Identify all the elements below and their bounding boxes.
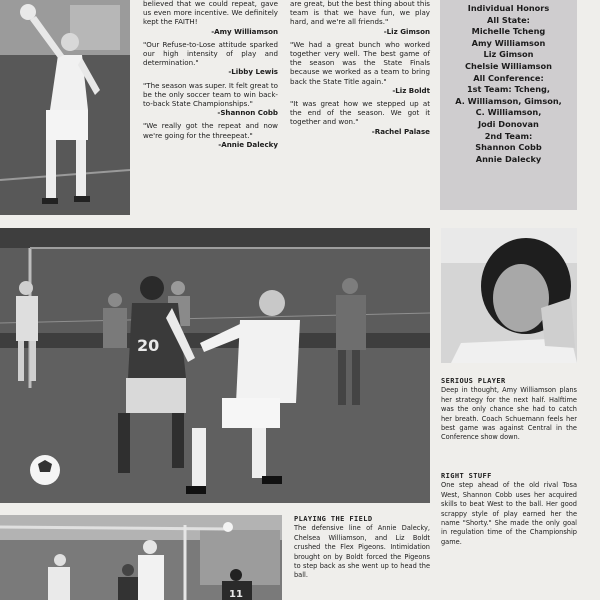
caption-serious-player — [441, 377, 577, 443]
caption-heading: SERIOUS PLAYER — [441, 377, 506, 385]
quote-author: -Annie Dalecky — [218, 139, 278, 149]
caption-body: The defensive line of Annie Dalecky, Chelsea Williamson, and Liz Boldt crushed the Flex Pigeons. Intimidation brought on by Boldt forced the Pigeons to step back as she went up to head the ball. — [294, 524, 430, 580]
quote-text: believed that we could repeat, gave us even more incentive. We definitely kept the FAITH! — [143, 0, 278, 27]
quotes-column-left — [143, 0, 278, 153]
quote-author: -Amy Williamson — [211, 26, 278, 36]
quote-liz-gimson — [290, 0, 430, 36]
quote-libby — [143, 40, 278, 77]
photo-player-throw-in — [0, 0, 130, 215]
honors-line: Annie Dalecky — [475, 153, 542, 164]
quote-text: "The season was super. It felt great to be the only soccer team to win back-to-back State Championships." — [143, 80, 278, 109]
jersey-number: 20 — [137, 336, 160, 355]
individual-honors-box — [440, 0, 577, 210]
photo-soccer-action — [0, 228, 430, 503]
quotes-column-right — [290, 0, 430, 140]
honors-line: C. Williamson, — [475, 107, 542, 118]
photo-defensive-line — [0, 515, 282, 600]
caption-right-stuff — [441, 472, 577, 547]
quote-text: are great, but the best thing about this team is that we have fun, we play hard, and we're all friends." — [290, 0, 430, 27]
honors-line: Liz Gimson — [483, 49, 534, 60]
honors-line: 1st Team: Tcheng, — [466, 84, 551, 95]
quote-amy — [143, 0, 278, 36]
quote-author: -Rachel Palase — [371, 126, 430, 136]
caption-heading: RIGHT STUFF — [441, 472, 492, 480]
quote-author: -Libby Lewis — [228, 67, 278, 77]
quote-text: "We really got the repeat and now we're going for the threepeat." — [143, 121, 278, 140]
honors-line: Amy Williamson — [471, 37, 546, 48]
honors-line: Jodi Donovan — [478, 118, 539, 129]
quote-text: "We had a great bunch who worked together very well. The best game of the season was the State Finals because we worked as a team to bring back the State Title again." — [290, 39, 430, 86]
honors-line: A. Williamson, Gimson, — [455, 95, 562, 106]
quote-shannon — [143, 81, 278, 118]
honors-line: All State: — [487, 14, 530, 25]
caption-body: Deep in thought, Amy Williamson plans her strategy for the next half. Halftime was the only chance she had to catch her breath. Coach Schuemann feels her best game was against Central in the Conference show down. — [441, 386, 577, 442]
quote-author: -Shannon Cobb — [217, 108, 278, 118]
quote-text: "Our Refuse-to-Lose attitude sparked our high intensity of play and determination." — [143, 39, 278, 68]
honors-line: All Conference: — [473, 72, 544, 83]
quote-text: "It was great how we stepped up at the end of the season. We got it together and won." — [290, 99, 430, 127]
caption-body: One step ahead of the old rival Tosa West, Shannon Cobb uses her acquired skills to beat West to the ball. Her good scrappy style of play earned her the name "Shorty." She made the only goal in regulation time of the Championship game. — [441, 481, 577, 546]
honors-title: Individual Honors — [467, 3, 550, 13]
photo-serious-player — [441, 228, 577, 363]
honors-line: 2nd Team: — [484, 130, 533, 141]
quote-author: -Liz Gimson — [383, 26, 430, 36]
honors-line: Shannon Cobb — [475, 142, 542, 153]
quote-author: -Liz Boldt — [392, 85, 430, 95]
caption-playing-the-field — [294, 515, 430, 581]
quote-liz-boldt — [290, 40, 430, 95]
quote-annie — [143, 121, 278, 149]
quote-rachel — [290, 99, 430, 136]
honors-line: Michelle Tcheng — [471, 26, 546, 37]
caption-heading: PLAYING THE FIELD — [294, 515, 373, 523]
honors-line: Chelsie Williamson — [465, 60, 552, 71]
jersey-number-bottom: 11 — [229, 589, 243, 600]
